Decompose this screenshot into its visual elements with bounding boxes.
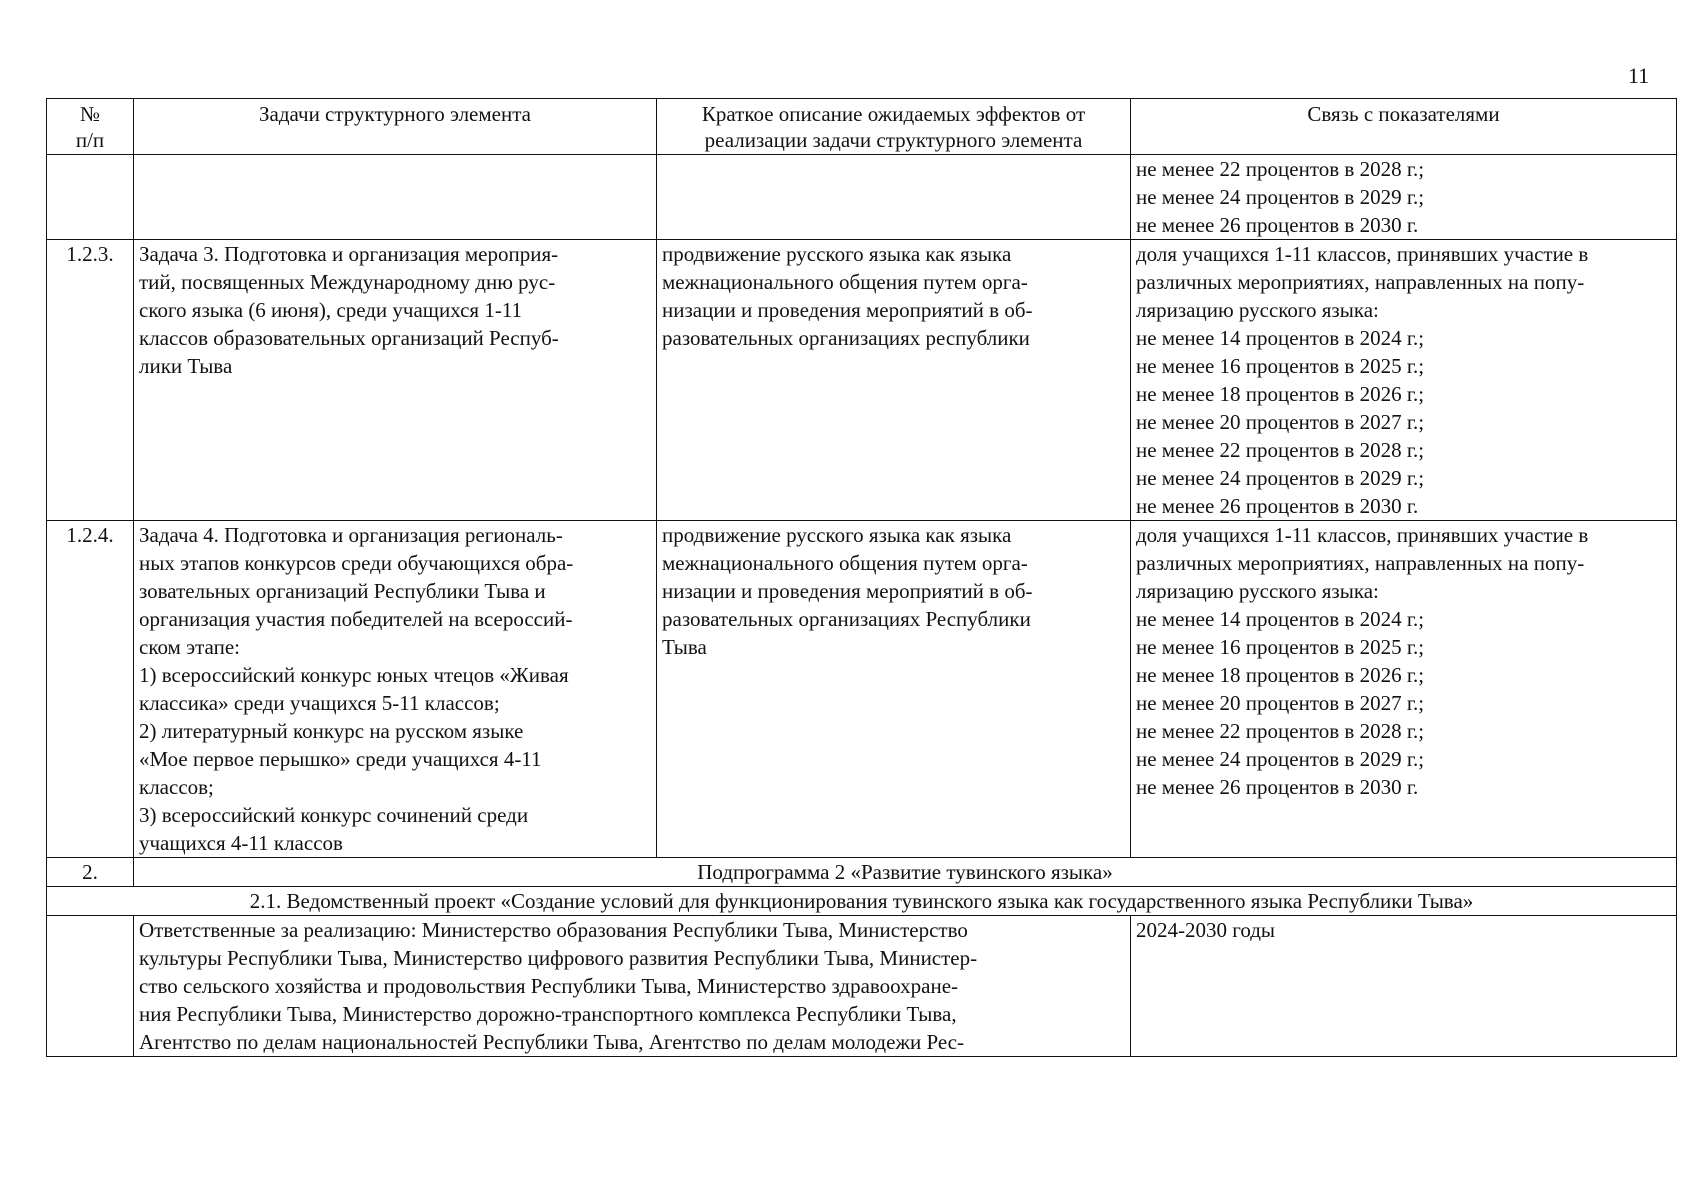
table-row-project-2-1 [47,887,1677,916]
cell-indicators-continued [1131,155,1677,240]
responsible-organizations: Ответственные за реализацию: Министерство образования Республики Тыва, Министерство культуры Республики Тыва, Министерство цифрового развития Республики Тыва, Министер- ство сельского хозяйства и продовольствия Республики Тыва, Министерство здравоохране- ния Республики Тыва, Министерство дорожно-транспортного комплекса Республики Тыва, Агентство по делам национальностей Республики Тыва, Агентство по делам молодежи Рес- [134,916,1131,1057]
indicator-line: доля учащихся 1-11 классов, принявших участие в [1136,242,1589,266]
indicator-line: не менее 22 процентов в 2028 г.; [1136,719,1425,743]
indicator-line: не менее 26 процентов в 2030 г. [1136,494,1419,518]
indicators-cell [1131,240,1677,521]
indicator-line: не менее 20 процентов в 2027 г.; [1136,410,1425,434]
cell-num-empty [47,916,134,1057]
indicator-line: не менее 24 процентов в 2029 г.; [1136,185,1425,209]
indicator-line: не менее 14 процентов в 2024 г.; [1136,326,1425,350]
row-number: 1.2.4. [47,521,134,858]
indicator-line: не менее 18 процентов в 2026 г.; [1136,382,1425,406]
indicator-line: не менее 26 процентов в 2030 г. [1136,213,1419,237]
table-row-responsible [47,916,1677,1057]
indicators-cell [1131,521,1677,858]
indicator-line: не менее 26 процентов в 2030 г. [1136,775,1419,799]
cell-task-empty [134,155,657,240]
table-row-1-2-3 [47,240,1677,521]
project-title: 2.1. Ведомственный проект «Создание условий для функционирования тувинского языка как государственного языка Республики Тыва» [47,887,1677,916]
indicator-line: не менее 22 процентов в 2028 г.; [1136,157,1425,181]
header-indicators: Связь с показателями [1131,99,1677,155]
subprogram-title: Подпрограмма 2 «Развитие тувинского языка» [134,858,1677,887]
effect-description: продвижение русского языка как языка межнационального общения путем орга- низации и проведения мероприятий в об- разовательных организациях республики [657,240,1131,521]
structural-elements-table [46,98,1677,1057]
table-row-1-2-4 [47,521,1677,858]
indicator-line: ляризацию русского языка: [1136,579,1379,603]
indicator-line: различных мероприятиях, направленных на попу- [1136,270,1585,294]
table-header-row [47,99,1677,155]
table-row-subprogram-2 [47,858,1677,887]
implementation-period: 2024-2030 годы [1131,916,1677,1057]
header-effects: Краткое описание ожидаемых эффектов от реализации задачи структурного элемента [657,99,1131,155]
task-description: Задача 3. Подготовка и организация мероприя- тий, посвященных Международному дню рус- ского языка (6 июня), среди учащихся 1-11 классов образовательных организаций Респуб- лики Тыва [134,240,657,521]
header-num: № п/п [47,99,134,155]
table-row-continued [47,155,1677,240]
indicator-line: доля учащихся 1-11 классов, принявших участие в [1136,523,1589,547]
row-number: 1.2.3. [47,240,134,521]
cell-num-empty [47,155,134,240]
indicator-line: не менее 18 процентов в 2026 г.; [1136,663,1425,687]
header-tasks: Задачи структурного элемента [134,99,657,155]
indicator-line: не менее 24 процентов в 2029 г.; [1136,466,1425,490]
indicator-line: не менее 24 процентов в 2029 г.; [1136,747,1425,771]
indicator-line: не менее 16 процентов в 2025 г.; [1136,354,1425,378]
indicator-line: не менее 14 процентов в 2024 г.; [1136,607,1425,631]
indicator-line: не менее 22 процентов в 2028 г.; [1136,438,1425,462]
page-number: 11 [1628,63,1650,88]
indicator-line: ляризацию русского языка: [1136,298,1379,322]
indicator-line: различных мероприятиях, направленных на попу- [1136,551,1585,575]
indicator-line: не менее 16 процентов в 2025 г.; [1136,635,1425,659]
task-description: Задача 4. Подготовка и организация региональ- ных этапов конкурсов среди обучающихся обра- зовательных организаций Республики Тыва и организация участия победителей на всероссий- ском этапе: 1) всероссийский конкурс юных чтецов «Живая классика» среди учащихся 5-11 классов; 2) литературный конкурс на русском языке «Мое первое перышко» среди учащихся 4-11 классов; 3) всероссийский конкурс сочинений среди учащихся 4-11 классов [134,521,657,858]
effect-description: продвижение русского языка как языка межнационального общения путем орга- низации и проведения мероприятий в об- разовательных организациях Республики Тыва [657,521,1131,858]
cell-effect-empty [657,155,1131,240]
row-number: 2. [47,858,134,887]
indicator-line: не менее 20 процентов в 2027 г.; [1136,691,1425,715]
